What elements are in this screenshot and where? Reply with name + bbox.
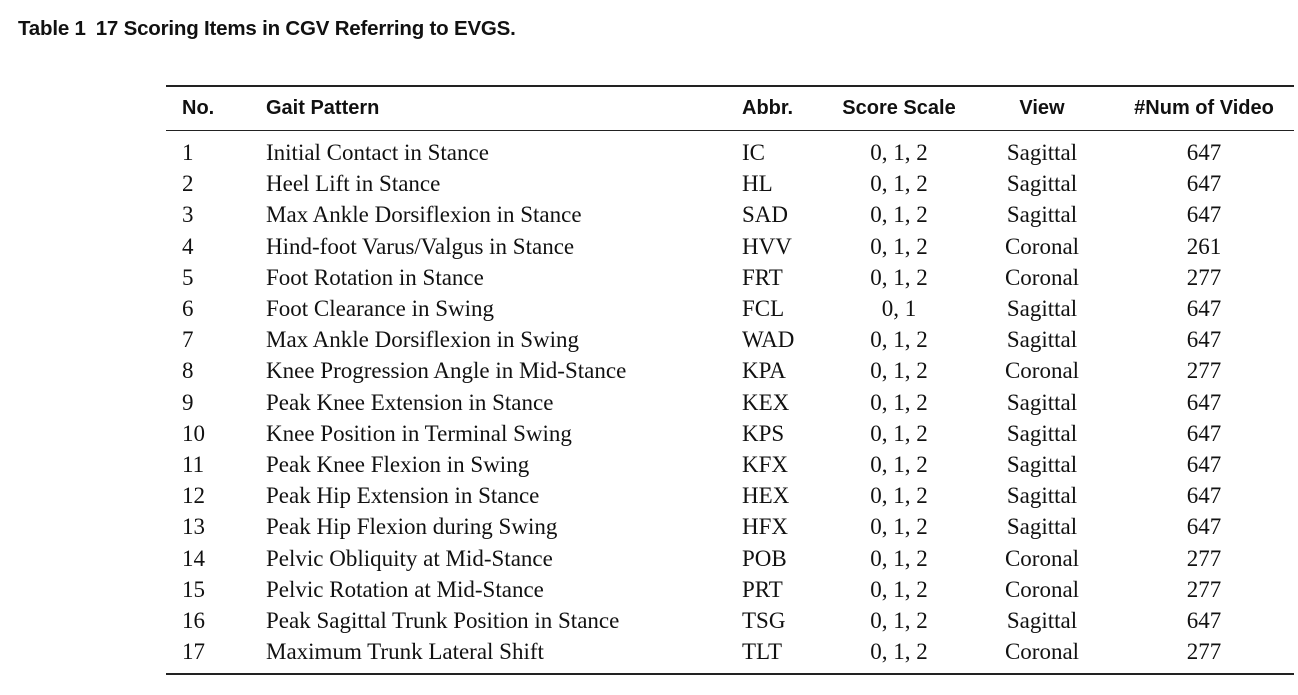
cell-score-scale: 0, 1, 2 <box>870 576 928 602</box>
cell-abbr: KFX <box>742 451 789 477</box>
cell-score-scale: 0, 1, 2 <box>870 420 928 446</box>
cell-num-of-video: 261 <box>1186 233 1222 259</box>
scoring-items-table <box>166 85 1294 675</box>
cell-score-scale: 0, 1, 2 <box>870 451 928 477</box>
table-row <box>166 293 1294 324</box>
cell-num-of-video: 277 <box>1186 358 1222 384</box>
cell-num-of-video: 647 <box>1186 296 1222 322</box>
cell-abbr: SAD <box>742 202 789 228</box>
cell-gait-pattern: Peak Hip Extension in Stance <box>266 483 540 509</box>
cell-gait-pattern: Heel Lift in Stance <box>266 171 441 197</box>
cell-view: Sagittal <box>1006 389 1078 415</box>
cell-score-scale: 0, 1, 2 <box>870 233 928 259</box>
cell-abbr: IC <box>742 140 765 166</box>
cell-abbr: POB <box>742 545 787 571</box>
cell-no: 2 <box>182 171 194 197</box>
cell-view: Sagittal <box>1006 420 1078 446</box>
cell-abbr: KPA <box>742 358 786 384</box>
cell-no: 12 <box>182 483 205 509</box>
cell-view: Coronal <box>1004 358 1080 384</box>
table-row <box>166 324 1294 355</box>
cell-gait-pattern: Pelvic Rotation at Mid-Stance <box>266 576 544 602</box>
cell-no: 9 <box>182 389 194 415</box>
header-score-scale: Score Scale <box>842 97 956 119</box>
table-caption <box>18 17 516 41</box>
table-caption-title: 17 Scoring Items in CGV Referring to EVGS. <box>95 17 516 40</box>
table-row <box>166 387 1294 418</box>
cell-num-of-video: 647 <box>1186 389 1222 415</box>
cell-abbr: PRT <box>742 576 783 602</box>
table-row <box>166 168 1294 199</box>
cell-no: 10 <box>182 420 205 446</box>
cell-abbr: HEX <box>742 483 790 509</box>
cell-abbr: TSG <box>742 607 786 633</box>
cell-view: Sagittal <box>1006 451 1078 477</box>
cell-num-of-video: 647 <box>1186 607 1222 633</box>
cell-no: 1 <box>182 140 194 166</box>
cell-gait-pattern: Pelvic Obliquity at Mid-Stance <box>266 545 553 571</box>
table-row <box>166 605 1294 636</box>
cell-gait-pattern: Foot Clearance in Swing <box>266 296 495 322</box>
header-abbr: Abbr. <box>742 97 794 119</box>
cell-view: Coronal <box>1004 545 1080 571</box>
cell-score-scale: 0, 1, 2 <box>870 514 928 540</box>
cell-num-of-video: 647 <box>1186 171 1222 197</box>
cell-view: Sagittal <box>1006 296 1078 322</box>
table-body <box>166 131 1294 675</box>
cell-abbr: TLT <box>742 639 783 665</box>
cell-score-scale: 0, 1, 2 <box>870 389 928 415</box>
cell-abbr: KPS <box>742 420 785 446</box>
cell-gait-pattern: Knee Progression Angle in Mid-Stance <box>266 358 627 384</box>
cell-score-scale: 0, 1, 2 <box>870 607 928 633</box>
cell-no: 6 <box>182 296 194 322</box>
cell-no: 5 <box>182 264 194 290</box>
table-row <box>166 480 1294 511</box>
cell-num-of-video: 277 <box>1186 639 1222 665</box>
cell-gait-pattern: Maximum Trunk Lateral Shift <box>266 639 544 665</box>
cell-no: 7 <box>182 327 194 353</box>
cell-view: Sagittal <box>1006 514 1078 540</box>
cell-abbr: HFX <box>742 514 789 540</box>
cell-num-of-video: 647 <box>1186 514 1222 540</box>
cell-abbr: HVV <box>742 233 792 259</box>
table-row <box>166 262 1294 293</box>
table-row <box>166 131 1294 169</box>
cell-gait-pattern: Initial Contact in Stance <box>266 140 489 166</box>
cell-score-scale: 0, 1, 2 <box>870 358 928 384</box>
cell-score-scale: 0, 1, 2 <box>870 264 928 290</box>
cell-no: 16 <box>182 607 205 633</box>
table-row <box>166 418 1294 449</box>
table-row <box>166 574 1294 605</box>
cell-view: Coronal <box>1004 576 1080 602</box>
cell-view: Sagittal <box>1006 140 1078 166</box>
cell-abbr: WAD <box>742 327 795 353</box>
cell-num-of-video: 647 <box>1186 140 1222 166</box>
table-row <box>166 511 1294 542</box>
cell-view: Sagittal <box>1006 171 1078 197</box>
cell-gait-pattern: Foot Rotation in Stance <box>266 264 484 290</box>
cell-view: Sagittal <box>1006 607 1078 633</box>
cell-view: Coronal <box>1004 639 1080 665</box>
cell-no: 13 <box>182 514 205 540</box>
header-num-of-video: #Num of Video <box>1134 97 1274 119</box>
cell-abbr: KEX <box>742 389 790 415</box>
cell-gait-pattern: Peak Knee Extension in Stance <box>266 389 554 415</box>
cell-score-scale: 0, 1, 2 <box>870 140 928 166</box>
cell-score-scale: 0, 1 <box>881 296 917 322</box>
cell-score-scale: 0, 1, 2 <box>870 639 928 665</box>
cell-gait-pattern: Knee Position in Terminal Swing <box>266 420 572 446</box>
cell-abbr: FRT <box>742 264 783 290</box>
cell-num-of-video: 647 <box>1186 483 1222 509</box>
header-no: No. <box>182 97 215 119</box>
cell-view: Sagittal <box>1006 483 1078 509</box>
cell-gait-pattern: Peak Hip Flexion during Swing <box>266 514 558 540</box>
cell-score-scale: 0, 1, 2 <box>870 327 928 353</box>
cell-abbr: FCL <box>742 296 785 322</box>
cell-num-of-video: 647 <box>1186 451 1222 477</box>
cell-num-of-video: 277 <box>1186 545 1222 571</box>
cell-gait-pattern: Peak Knee Flexion in Swing <box>266 451 530 477</box>
cell-no: 14 <box>182 545 205 571</box>
cell-score-scale: 0, 1, 2 <box>870 171 928 197</box>
cell-score-scale: 0, 1, 2 <box>870 545 928 571</box>
header-gait-pattern: Gait Pattern <box>266 97 380 119</box>
table-header <box>166 86 1294 131</box>
table-row <box>166 199 1294 230</box>
table-row <box>166 355 1294 386</box>
cell-gait-pattern: Max Ankle Dorsiflexion in Stance <box>266 202 582 228</box>
cell-num-of-video: 647 <box>1186 327 1222 353</box>
table-row <box>166 449 1294 480</box>
cell-num-of-video: 647 <box>1186 420 1222 446</box>
table-caption-label: Table 1 <box>18 17 86 40</box>
cell-gait-pattern: Max Ankle Dorsiflexion in Swing <box>266 327 580 353</box>
cell-no: 17 <box>182 639 205 665</box>
cell-gait-pattern: Hind-foot Varus/Valgus in Stance <box>266 233 575 259</box>
cell-num-of-video: 277 <box>1186 264 1222 290</box>
cell-score-scale: 0, 1, 2 <box>870 483 928 509</box>
cell-no: 15 <box>182 576 205 602</box>
cell-view: Coronal <box>1004 264 1080 290</box>
table-container <box>166 85 1278 675</box>
header-row <box>166 86 1294 131</box>
cell-no: 8 <box>182 358 194 384</box>
cell-num-of-video: 647 <box>1186 202 1222 228</box>
cell-num-of-video: 277 <box>1186 576 1222 602</box>
cell-view: Coronal <box>1004 233 1080 259</box>
table-row <box>166 636 1294 674</box>
table-row <box>166 231 1294 262</box>
header-view: View <box>1019 97 1065 119</box>
cell-no: 11 <box>182 451 205 477</box>
cell-no: 4 <box>182 233 194 259</box>
cell-view: Sagittal <box>1006 202 1078 228</box>
cell-score-scale: 0, 1, 2 <box>870 202 928 228</box>
cell-gait-pattern: Peak Sagittal Trunk Position in Stance <box>266 607 620 633</box>
table-row <box>166 542 1294 573</box>
cell-no: 3 <box>182 202 194 228</box>
cell-abbr: HL <box>742 171 773 197</box>
cell-view: Sagittal <box>1006 327 1078 353</box>
